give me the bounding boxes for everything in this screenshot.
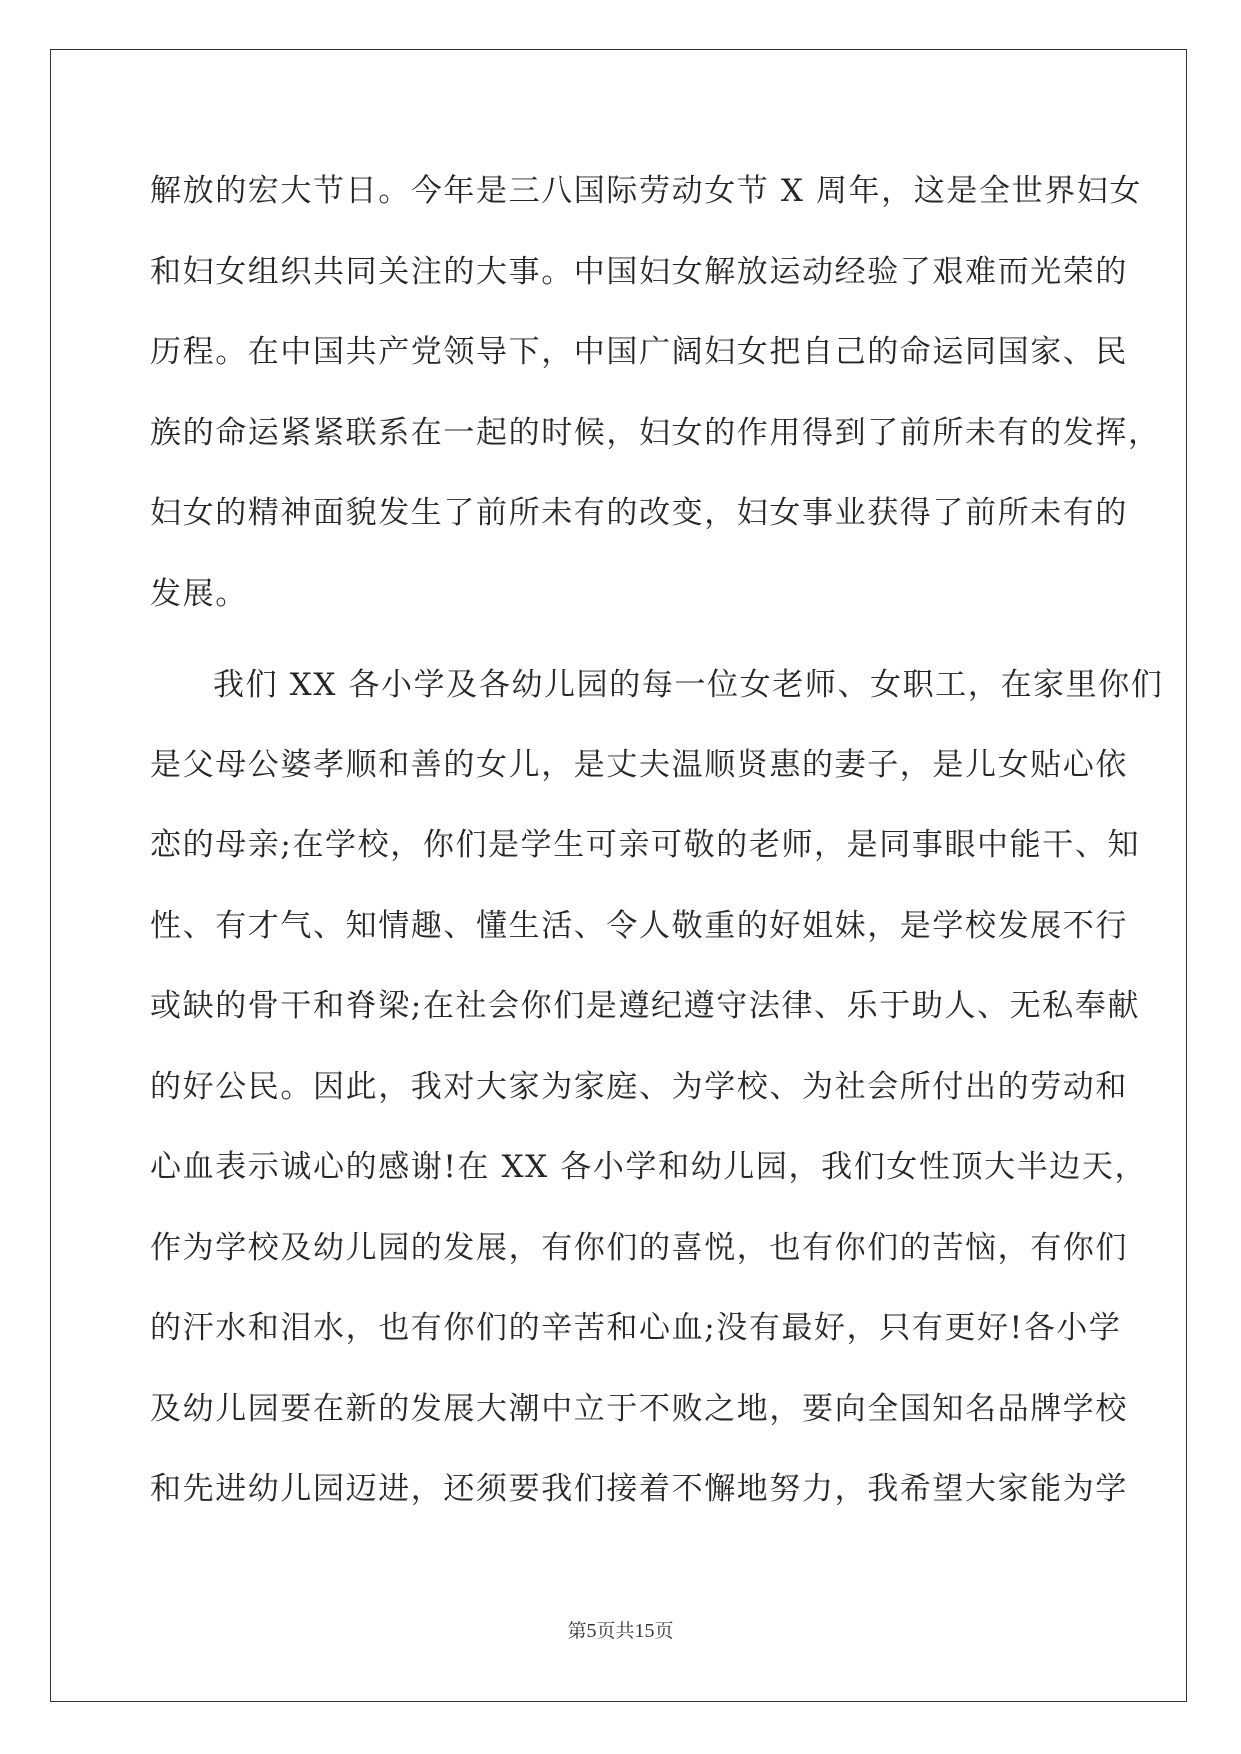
text-line: 解放的宏大节日。今年是三八国际劳动女节 X 周年，这是全世界妇女 (150, 173, 1142, 209)
text-line: 恋的母亲;在学校，你们是学生可亲可敬的老师，是同事眼中能干、知 (150, 827, 1141, 863)
total-prefix: 共 (615, 1620, 635, 1642)
text-line: 族的命运紧紧联系在一起的时候，妇女的作用得到了前所未有的发挥， (150, 415, 1161, 451)
text-line: 性、有才气、知情趣、懂生活、令人敬重的好姐妹，是学校发展不行 (150, 908, 1128, 944)
page-border (50, 49, 1187, 1702)
page-prefix: 第 (567, 1620, 587, 1642)
text-line: 的汗水和泪水，也有你们的辛苦和心血;没有最好，只有更好!各小学 (150, 1310, 1122, 1346)
text-line: 和先进幼儿园迈进，还须要我们接着不懈地努力，我希望大家能为学 (150, 1471, 1128, 1507)
text-line: 历程。在中国共产党领导下，中国广阔妇女把自己的命运同国家、民 (150, 334, 1128, 370)
text-line: 的好公民。因此，我对大家为家庭、为学校、为社会所付出的劳动和 (150, 1069, 1128, 1105)
page-suffix: 页 (596, 1620, 616, 1642)
total-pages: 15 (634, 1620, 655, 1642)
text-line: 心血表示诚心的感谢!在 XX 各小学和幼儿园，我们女性顶大半边天， (150, 1149, 1148, 1185)
text-line: 及幼儿园要在新的发展大潮中立于不败之地，要向全国知名品牌学校 (150, 1391, 1128, 1427)
page-footer (0, 1619, 1241, 1643)
text-line: 妇女的精神面貌发生了前所未有的改变，妇女事业获得了前所未有的 (150, 495, 1128, 531)
total-suffix: 页 (654, 1620, 674, 1642)
text-line: 发展。 (150, 576, 248, 612)
text-line: 是父母公婆孝顺和善的女儿，是丈夫温顺贤惠的妻子，是儿女贴心依 (150, 747, 1128, 783)
text-line: 和妇女组织共同关注的大事。中国妇女解放运动经验了艰难而光荣的 (150, 254, 1128, 290)
page-number: 5 (586, 1620, 597, 1642)
text-line: 作为学校及幼儿园的发展，有你们的喜悦，也有你们的苦恼，有你们 (150, 1230, 1128, 1266)
paragraph-first-line: 我们 XX 各小学及各幼儿园的每一位女老师、女职工，在家里你们 (213, 667, 1164, 703)
text-line: 或缺的骨干和脊梁;在社会你们是遵纪遵守法律、乐于助人、无私奉献 (150, 988, 1141, 1024)
